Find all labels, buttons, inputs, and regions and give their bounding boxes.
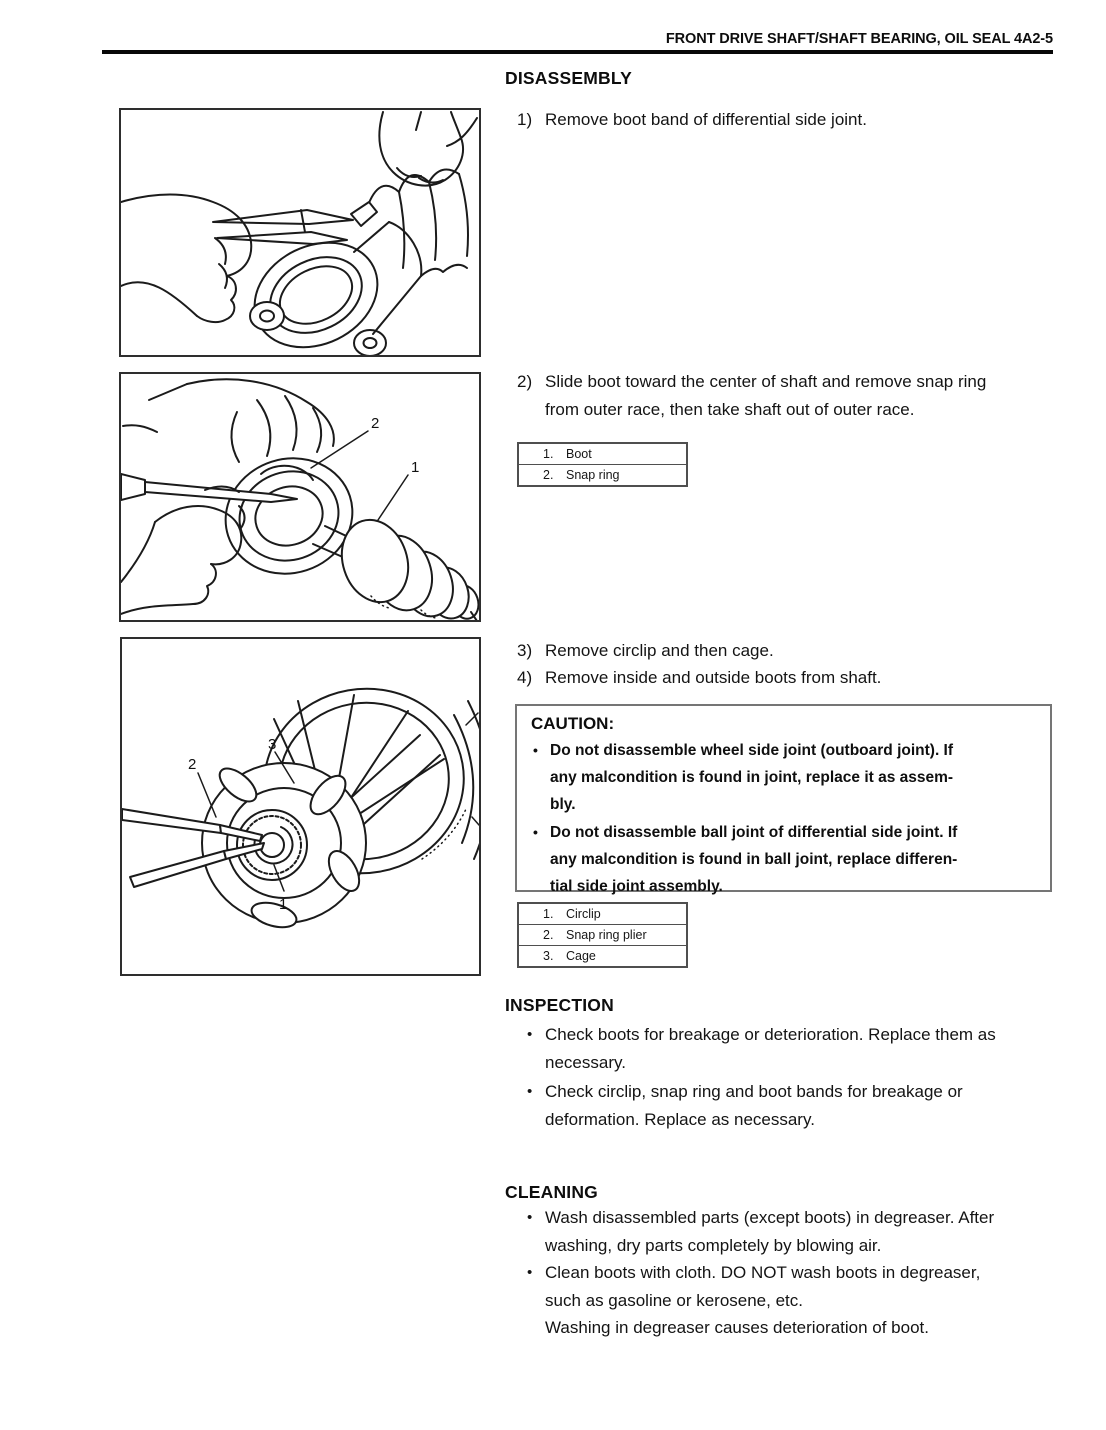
callout-leader-boot <box>378 475 408 520</box>
legend-label: Boot <box>566 447 592 461</box>
step-number: 4) <box>517 668 533 687</box>
legend-table-cage <box>517 902 688 968</box>
legend-label: Snap ring plier <box>566 928 647 942</box>
snap-ring-removal-illustration <box>121 374 479 620</box>
step-number: 2) <box>517 372 533 391</box>
callout-circlip: 1 <box>279 896 288 913</box>
disassembly-step-2 <box>517 368 1062 423</box>
bullet-marker: • <box>533 824 538 840</box>
header-rule <box>102 50 1053 54</box>
step-text: Remove circlip and then cage. <box>545 641 774 660</box>
step-text: Remove boot band of differential side joint. <box>545 110 867 129</box>
legend-label: Cage <box>566 949 596 963</box>
step-number: 1) <box>517 110 533 129</box>
callout-leader-snap-ring <box>311 431 368 468</box>
legend-label: Circlip <box>566 907 601 921</box>
bullet-marker: • <box>527 1083 533 1100</box>
bullet-marker: • <box>527 1026 533 1043</box>
figure-circlip-cage-removal <box>120 637 481 976</box>
boot-bellows <box>332 511 479 620</box>
bullet-text: Wash disassembled parts (except boots) in degreaser. After washing, dry parts completely by blowing air. <box>545 1208 995 1255</box>
left-hand-illustration <box>121 195 251 323</box>
callout-cage: 3 <box>268 736 277 753</box>
legend-row <box>519 904 686 924</box>
legend-num: 1. <box>543 907 554 921</box>
cleaning-bullet-2 <box>527 1259 1063 1342</box>
figure-boot-band-removal <box>119 108 481 357</box>
caution-title: CAUTION: <box>531 714 615 733</box>
legend-row <box>519 444 686 464</box>
pliers-illustration <box>213 202 377 244</box>
legend-label: Snap ring <box>566 468 620 482</box>
legend-table-boot <box>517 442 688 487</box>
top-hand-illustration <box>123 379 334 462</box>
callout-snap-ring: 2 <box>371 415 380 432</box>
bullet-text: Clean boots with cloth. DO NOT wash boots in degreaser, such as gasoline or kerosene, etc. Washing in degreaser causes deterioration of boot. <box>545 1263 981 1337</box>
caution-box <box>515 704 1052 895</box>
section-title-disassembly: DISASSEMBLY <box>505 68 632 88</box>
section-title-inspection: INSPECTION <box>505 995 614 1015</box>
cleaning-bullet-1 <box>527 1204 1063 1259</box>
disassembly-step-1 <box>517 106 1062 134</box>
step-number: 3) <box>517 641 533 660</box>
right-hand-illustration <box>379 112 477 186</box>
page-header-title: FRONT DRIVE SHAFT/SHAFT BEARING, OIL SEAL 4A2-5 <box>665 31 1053 47</box>
boot-band-removal-illustration <box>121 110 479 355</box>
disassembly-step-4 <box>517 664 1062 692</box>
bullet-text: Check boots for breakage or deterioration. Replace them as necessary. <box>545 1025 996 1072</box>
bullet-marker: • <box>533 742 538 758</box>
callout-leader-plier <box>198 773 216 817</box>
bullet-marker: • <box>527 1264 533 1281</box>
section-title-cleaning: CLEANING <box>505 1182 598 1202</box>
legend-num: 2. <box>543 468 554 482</box>
caution-item <box>533 819 1050 900</box>
bullet-marker: • <box>527 1209 533 1226</box>
inspection-bullet-1 <box>527 1021 1063 1076</box>
caution-item <box>533 737 1050 818</box>
legend-row <box>519 464 686 485</box>
hub-and-circlip <box>237 810 307 880</box>
circlip-cage-removal-illustration <box>122 639 479 974</box>
lower-hand-illustration <box>121 486 245 614</box>
disassembly-step-3 <box>517 637 1062 665</box>
legend-num: 2. <box>543 928 554 942</box>
bullet-text: Check circlip, snap ring and boot bands for breakage or deformation. Replace as necessary. <box>545 1082 963 1129</box>
step-text: Slide boot toward the center of shaft and remove snap ring from outer race, then take shaft out of outer race. <box>545 372 987 419</box>
legend-row <box>519 924 686 945</box>
cropped-leader <box>472 817 479 825</box>
step-text: Remove inside and outside boots from shaft. <box>545 668 882 687</box>
caution-text: Do not disassemble wheel side joint (outboard joint). If any malcondition is found in joint, replace it as assem- bly. <box>550 742 954 813</box>
callout-plier: 2 <box>188 756 197 773</box>
inspection-bullet-2 <box>527 1078 1063 1133</box>
legend-num: 1. <box>543 447 554 461</box>
callout-boot: 1 <box>411 459 420 476</box>
figure-snap-ring-removal <box>119 372 481 622</box>
caution-text: Do not disassemble ball joint of differential side joint. If any malcondition is found in ball joint, replace differen- tial side joint assembly. <box>550 824 958 895</box>
legend-row <box>519 945 686 966</box>
legend-num: 3. <box>543 949 554 963</box>
